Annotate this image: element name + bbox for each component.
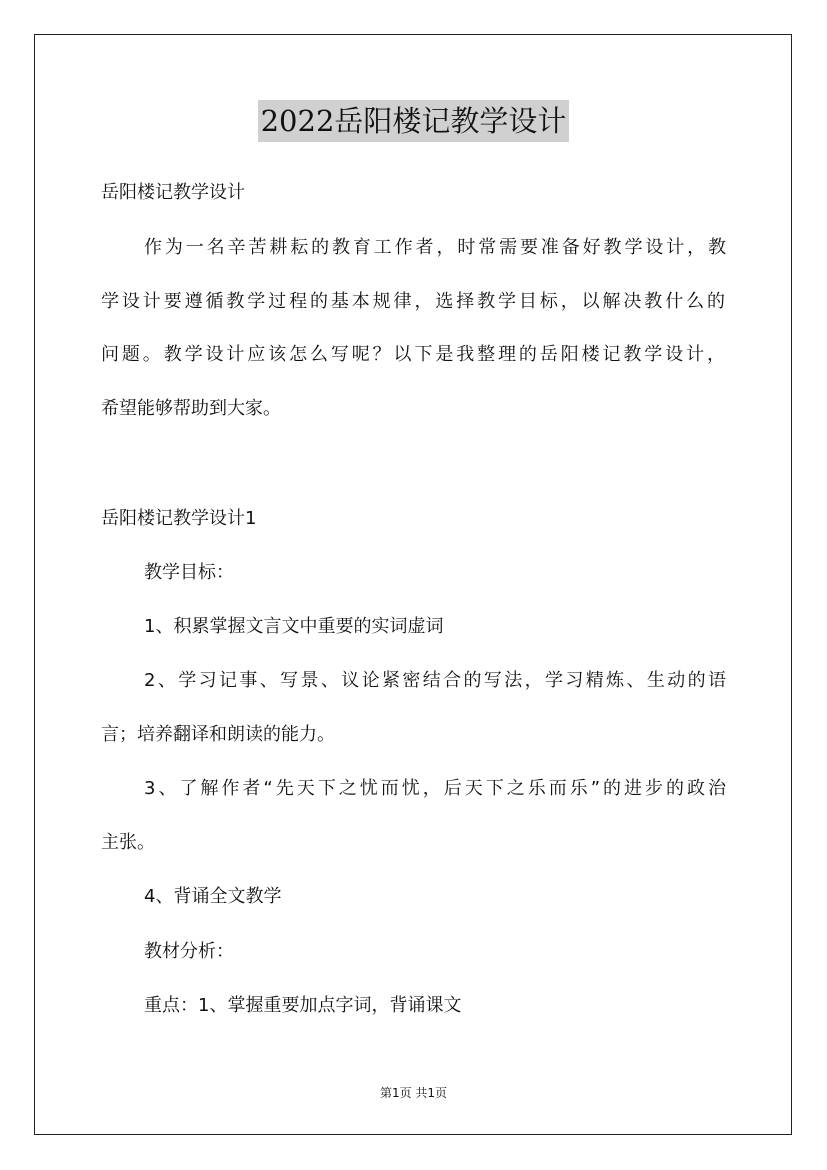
goal-2-line-1: 2、学习记事、写景、议论紧密结合的写法，学习精炼、生动的语 — [144, 670, 726, 691]
intro-line-2: 学设计要遵循教学过程的基本规律，选择教学目标，以解决教什么的 — [101, 291, 725, 312]
intro-line-4: 希望能够帮助到大家。 — [101, 398, 281, 419]
subtitle: 岳阳楼记教学设计 — [101, 182, 245, 203]
goal-3-line-2: 主张。 — [101, 832, 155, 853]
goals-heading: 教学目标： — [144, 562, 234, 583]
title-wrap — [0, 100, 827, 142]
section1-heading: 岳阳楼记教学设计1 — [101, 508, 257, 529]
goal-4: 4、背诵全文教学 — [144, 886, 282, 907]
document-title: 2022岳阳楼记教学设计 — [258, 100, 570, 142]
goal-2-line-2: 言；培养翻译和朗读的能力。 — [101, 724, 335, 745]
goal-3-line-1: 3、了解作者“先天下之忧而忧，后天下之乐而乐”的进步的政治 — [144, 778, 726, 799]
analysis-heading: 教材分析： — [144, 941, 234, 962]
intro-line-1: 作为一名辛苦耕耘的教育工作者，时常需要准备好教学设计，教 — [144, 237, 726, 258]
intro-line-3: 问题。教学设计应该怎么写呢？以下是我整理的岳阳楼记教学设计， — [101, 344, 725, 365]
key-points: 重点：1、掌握重要加点字词，背诵课文 — [144, 995, 462, 1016]
goal-1: 1、积累掌握文言文中重要的实词虚词 — [144, 616, 444, 637]
page-footer: 第1页 共1页 — [379, 1086, 448, 1100]
